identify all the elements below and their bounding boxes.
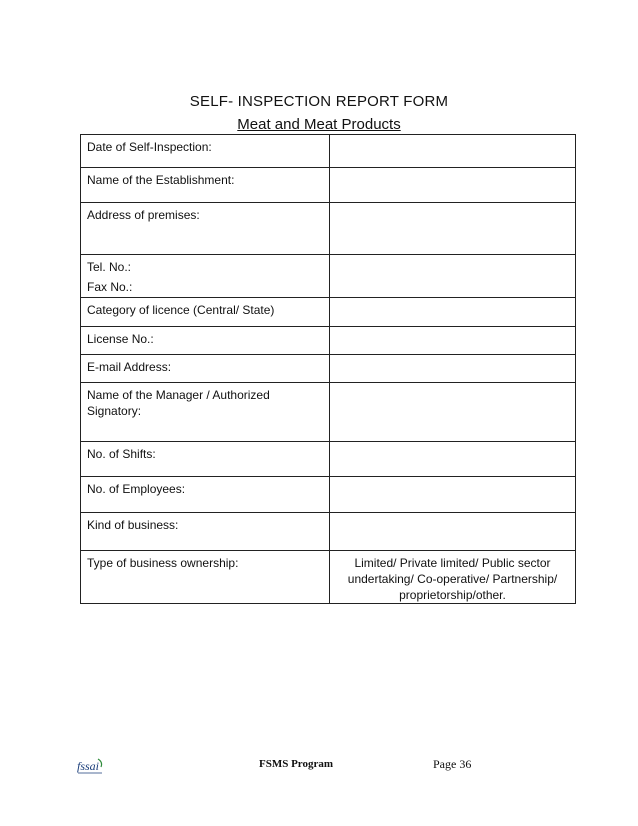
category-label: Category of licence (Central/ State) xyxy=(81,298,330,327)
page-number: Page 36 xyxy=(433,757,472,771)
address-label: Address of premises: xyxy=(81,203,330,255)
form-row-date xyxy=(81,135,576,168)
shifts-field[interactable] xyxy=(330,442,576,477)
form-row-email xyxy=(81,355,576,383)
ownership-label: Type of business ownership: xyxy=(81,551,330,604)
form-row-category xyxy=(81,298,576,327)
manager-field[interactable] xyxy=(330,383,576,442)
form-row-employees xyxy=(81,477,576,513)
fssai-logo-icon xyxy=(76,756,106,776)
establishment-label: Name of the Establishment: xyxy=(81,168,330,203)
tel-label: Tel. No.: xyxy=(87,260,132,274)
form-row-address xyxy=(81,203,576,255)
date-field[interactable] xyxy=(330,135,576,168)
form-row-tel-fax xyxy=(81,255,576,298)
svg-text:fssai: fssai xyxy=(77,759,100,773)
fax-label: Fax No.: xyxy=(87,280,133,294)
business-kind-field[interactable] xyxy=(330,513,576,551)
employees-field[interactable] xyxy=(330,477,576,513)
email-label: E-mail Address: xyxy=(81,355,330,383)
form-subtitle: Meat and Meat Products xyxy=(237,116,401,133)
license-field[interactable] xyxy=(330,327,576,355)
form-row-ownership xyxy=(81,551,576,604)
footer-program: FSMS Program xyxy=(259,758,334,770)
establishment-field[interactable] xyxy=(330,168,576,203)
ownership-options: Limited/ Private limited/ Public sector undertaking/ Co-operative/ Partnership/ proprietorship/other. xyxy=(330,551,576,604)
shifts-label: No. of Shifts: xyxy=(81,442,330,477)
inspection-form-table xyxy=(80,134,576,604)
license-label: License No.: xyxy=(81,327,330,355)
manager-label: Name of the Manager / Authorized Signatory: xyxy=(81,383,330,442)
category-field[interactable] xyxy=(330,298,576,327)
employees-label: No. of Employees: xyxy=(81,477,330,513)
tel-fax-field[interactable] xyxy=(330,255,576,298)
form-row-license xyxy=(81,327,576,355)
form-row-business-kind xyxy=(81,513,576,551)
form-row-establishment xyxy=(81,168,576,203)
date-label: Date of Self-Inspection: xyxy=(81,135,330,168)
form-title: SELF- INSPECTION REPORT FORM xyxy=(189,93,449,110)
address-field[interactable] xyxy=(330,203,576,255)
tel-fax-label xyxy=(81,255,330,298)
email-field[interactable] xyxy=(330,355,576,383)
form-row-shifts xyxy=(81,442,576,477)
form-row-manager xyxy=(81,383,576,442)
business-kind-label: Kind of business: xyxy=(81,513,330,551)
